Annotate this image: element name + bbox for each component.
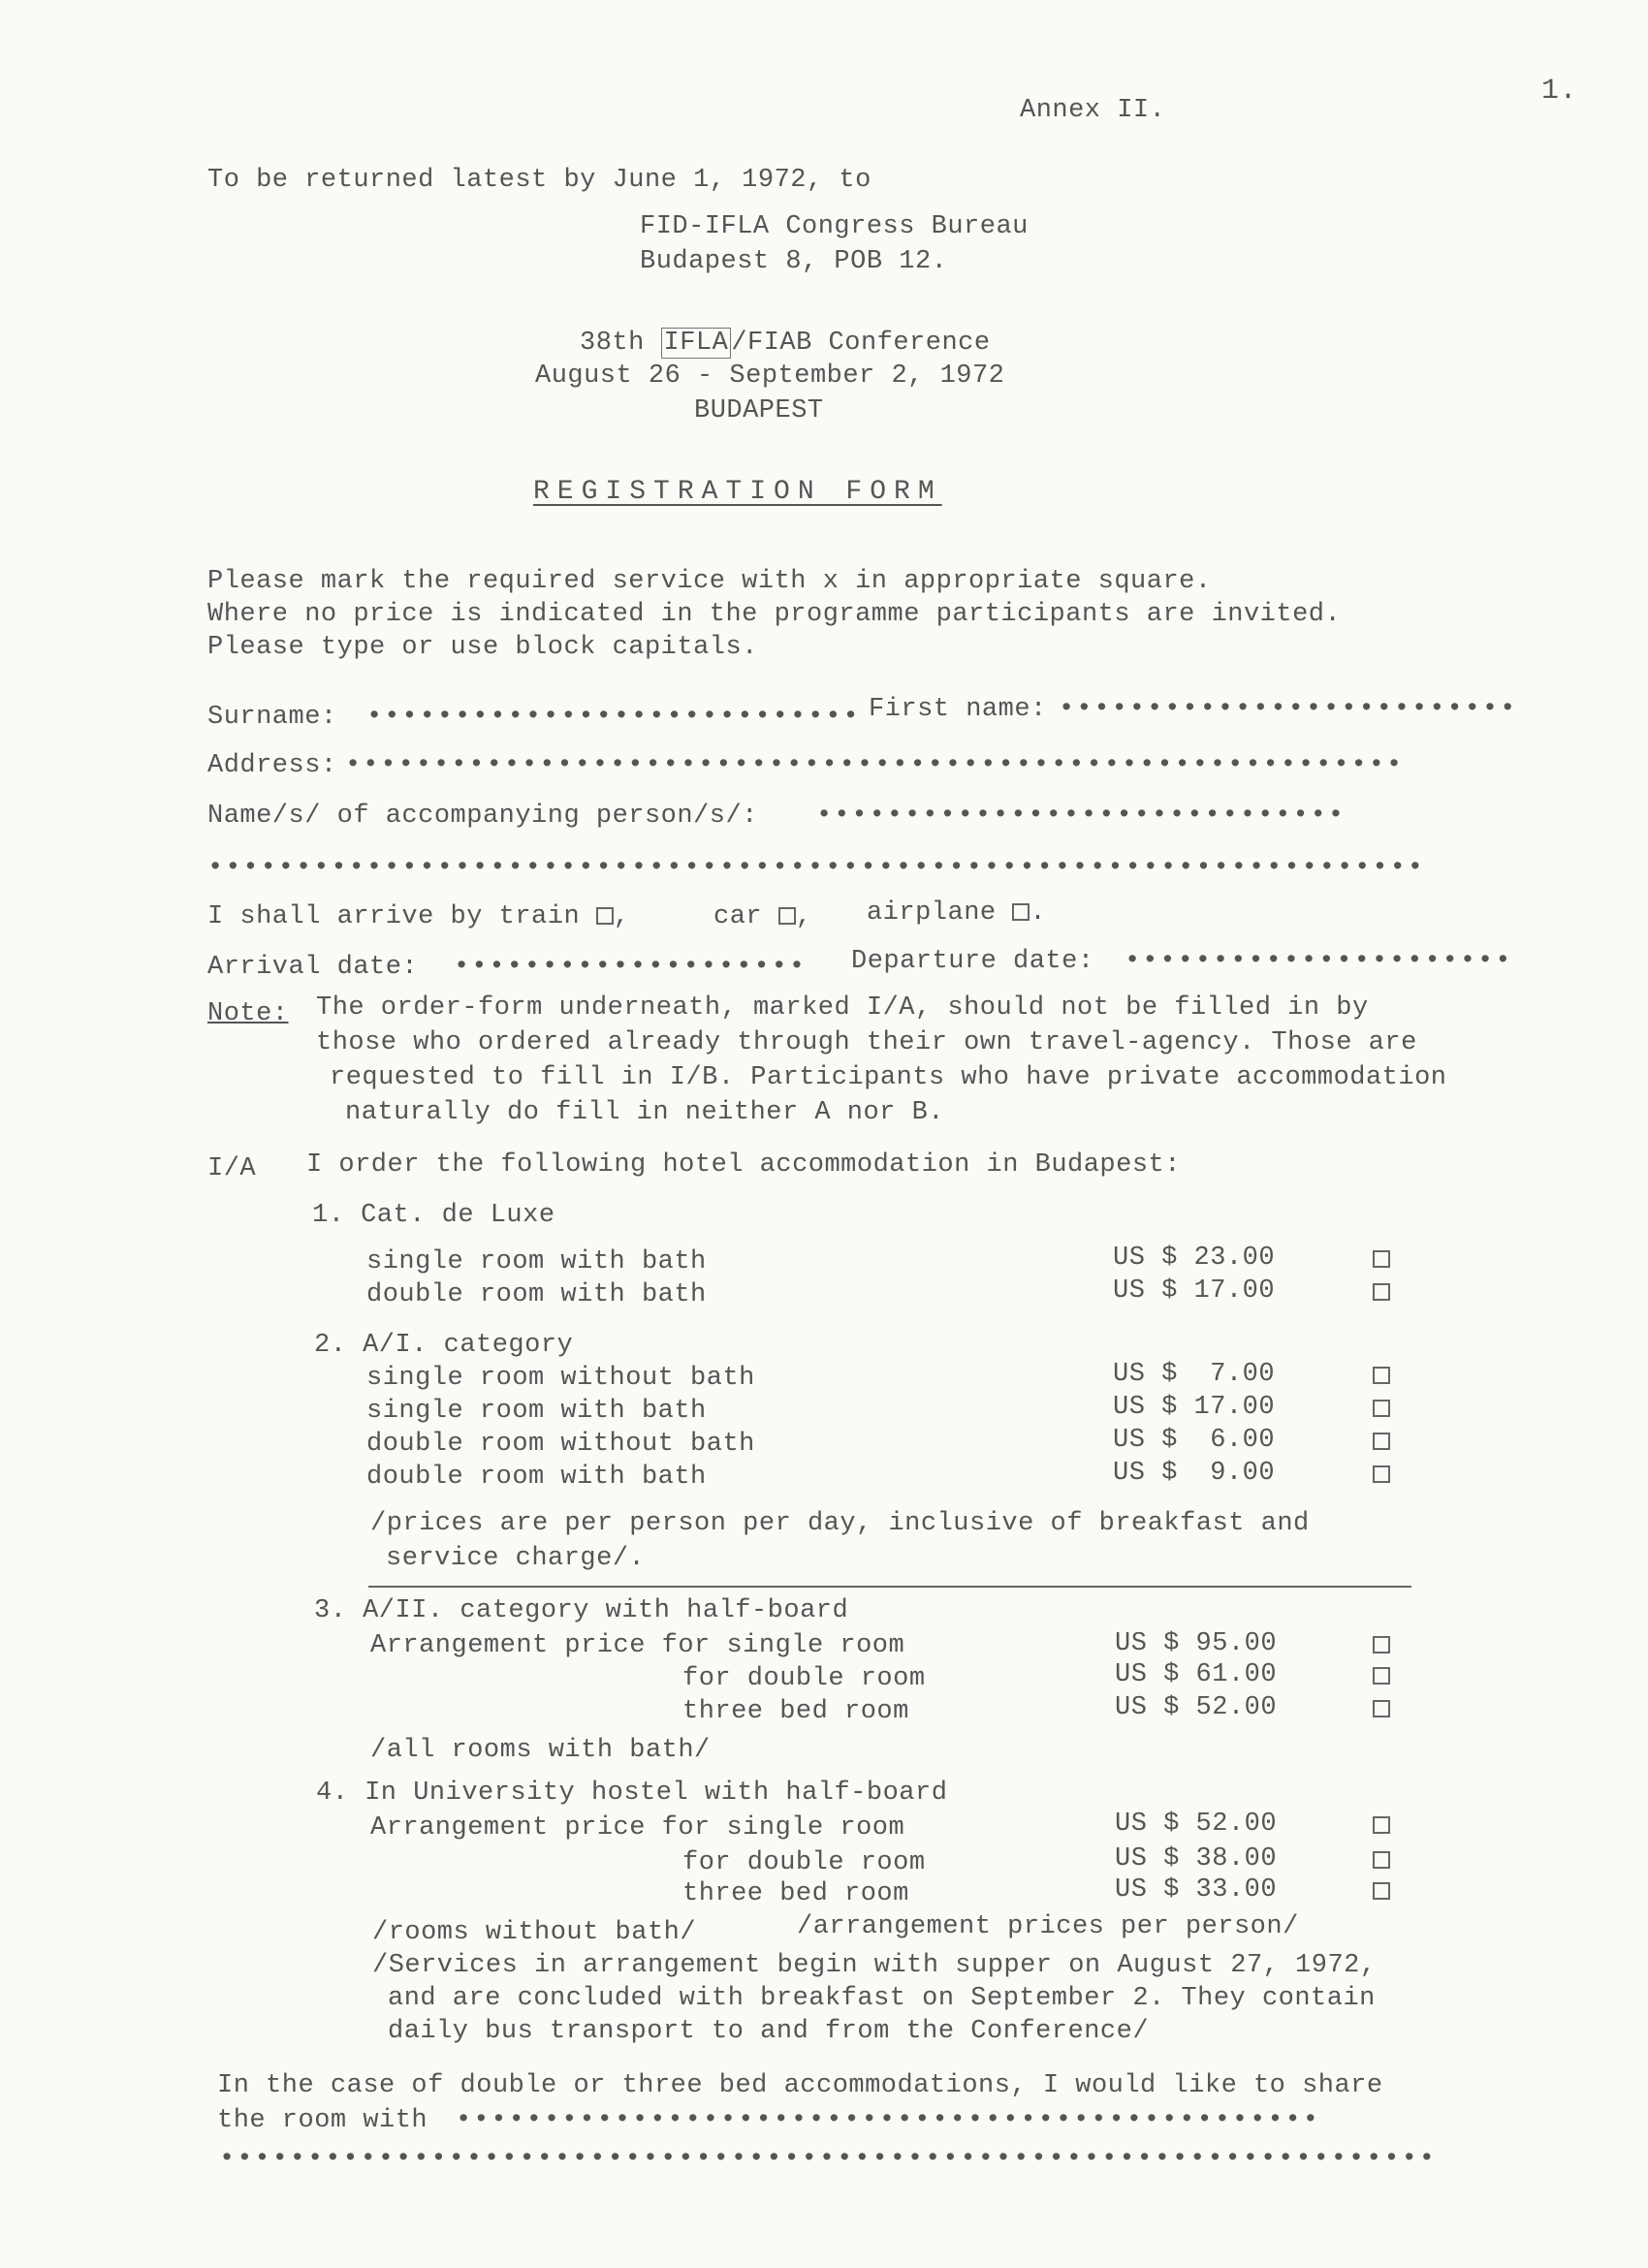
- category-note: /Services in arrangement begin with supper on August 27, 1972,: [372, 1951, 1377, 1980]
- form-title: REGISTRATION FORM: [533, 477, 942, 507]
- category-note: /all rooms with bath/: [370, 1736, 711, 1765]
- room-checkbox[interactable]: [1373, 1433, 1390, 1450]
- instruction-line: Please type or use block capitals.: [207, 633, 758, 662]
- annex-label: Annex II.: [1020, 96, 1166, 125]
- room-price: US $ 95.00: [1115, 1629, 1278, 1658]
- car-checkbox[interactable]: [778, 907, 796, 925]
- section-heading: I order the following hotel accommodation in Budapest:: [306, 1150, 1181, 1180]
- divider-line: [368, 1586, 1411, 1588]
- room-label: Arrangement price for single room: [370, 1813, 905, 1843]
- room-price: US $ 52.00: [1115, 1810, 1278, 1839]
- bureau-address: Budapest 8, POB 12.: [640, 247, 948, 276]
- conference-title: [580, 328, 991, 359]
- room-checkbox[interactable]: [1373, 1700, 1390, 1717]
- arrival-date-label: Arrival date:: [207, 953, 419, 982]
- room-price: US $ 33.00: [1115, 1875, 1278, 1905]
- room-price: US $ 23.00: [1113, 1244, 1276, 1273]
- room-checkbox[interactable]: [1373, 1283, 1390, 1301]
- note-line: those who ordered already through their own travel-agency. Those are: [316, 1028, 1417, 1057]
- first-name-label: First name:: [869, 695, 1047, 724]
- room-checkbox[interactable]: [1373, 1636, 1390, 1654]
- car-option: car ,: [713, 902, 812, 931]
- room-price: US $ 61.00: [1115, 1660, 1278, 1689]
- share-line: In the case of double or three bed accommodations, I would like to share: [217, 2071, 1383, 2100]
- room-checkbox[interactable]: [1373, 1367, 1390, 1384]
- conference-city: BUDAPEST: [694, 396, 824, 425]
- arrive-by: I shall arrive by train ,: [207, 902, 630, 931]
- room-label: double room without bath: [366, 1430, 755, 1459]
- surname-field[interactable]: ••••••••••••••••••••••••••••: [366, 703, 861, 732]
- room-checkbox[interactable]: [1373, 1667, 1390, 1685]
- address-label: Address:: [207, 751, 337, 780]
- category-title: 4. In University hostel with half-board: [316, 1779, 948, 1808]
- category-title: 1. Cat. de Luxe: [312, 1201, 555, 1230]
- conference-ifla-boxed: IFLA: [661, 328, 732, 359]
- first-name-field[interactable]: ••••••••••••••••••••••••••: [1059, 695, 1518, 724]
- room-price: US $ 52.00: [1115, 1693, 1278, 1722]
- room-price: US $ 7.00: [1113, 1360, 1276, 1389]
- room-label: for double room: [682, 1664, 926, 1693]
- car-label: car: [713, 902, 763, 931]
- note-line: requested to fill in I/B. Participants who have private accommodation: [330, 1063, 1447, 1092]
- surname-label: Surname:: [207, 703, 337, 732]
- room-label: for double room: [682, 1848, 926, 1877]
- room-price: US $ 17.00: [1113, 1276, 1276, 1306]
- conference-dates: August 26 - September 2, 1972: [535, 362, 1005, 391]
- page-number: 1.: [1541, 75, 1578, 108]
- instruction-line: Where no price is indicated in the programme participants are invited.: [207, 600, 1342, 629]
- return-instruction: To be returned latest by June 1, 1972, to: [207, 166, 872, 195]
- conference-suffix: /FIAB Conference: [731, 329, 991, 358]
- airplane-option: airplane .: [867, 898, 1047, 928]
- category-note: /arrangement prices per person/: [797, 1912, 1299, 1941]
- room-label: double room with bath: [366, 1463, 707, 1492]
- accompanying-field-continued[interactable]: •••••••••••••••••••••••••••••••••••••••••••••••••••••••••••••••••••••: [207, 854, 1425, 883]
- room-price: US $ 9.00: [1113, 1459, 1276, 1488]
- room-price: US $ 17.00: [1113, 1393, 1276, 1422]
- category-note: /rooms without bath/: [372, 1918, 697, 1947]
- room-checkbox[interactable]: [1373, 1851, 1390, 1869]
- departure-date-label: Departure date:: [851, 947, 1094, 976]
- room-label: single room with bath: [366, 1247, 707, 1276]
- room-label: single room with bath: [366, 1397, 707, 1426]
- arrival-date-field[interactable]: ••••••••••••••••••••: [454, 953, 808, 982]
- category-title: 3. A/II. category with half-board: [314, 1596, 849, 1625]
- note-line: naturally do fill in neither A nor B.: [345, 1098, 944, 1127]
- section-label: I/A: [207, 1154, 257, 1183]
- accompanying-label: Name/s/ of accompanying person/s/:: [207, 802, 758, 831]
- train-checkbox[interactable]: [596, 907, 614, 925]
- airplane-label: airplane: [867, 898, 997, 928]
- arrive-by-label: I shall arrive by train: [207, 902, 581, 931]
- category-note: daily bus transport to and from the Conference/: [388, 2017, 1150, 2046]
- share-room-field-continued[interactable]: •••••••••••••••••••••••••••••••••••••••••••••••••••••••••••••••••••••: [219, 2145, 1437, 2174]
- conference-prefix: 38th: [580, 329, 661, 358]
- room-label: single room without bath: [366, 1364, 755, 1393]
- address-field[interactable]: ••••••••••••••••••••••••••••••••••••••••••••••••••••••••••••: [345, 751, 1405, 780]
- category-note: and are concluded with breakfast on September 2. They contain: [388, 1984, 1376, 2013]
- room-label: double room with bath: [366, 1280, 707, 1309]
- room-label: Arrangement price for single room: [370, 1631, 905, 1660]
- room-checkbox[interactable]: [1373, 1400, 1390, 1417]
- category-title: 2. A/I. category: [314, 1331, 574, 1360]
- room-label: three bed room: [682, 1879, 909, 1908]
- category-note: /prices are per person per day, inclusive of breakfast and: [370, 1509, 1310, 1538]
- departure-date-field[interactable]: ••••••••••••••••••••••: [1125, 947, 1513, 976]
- room-checkbox[interactable]: [1373, 1465, 1390, 1483]
- share-room-label: the room with: [217, 2106, 428, 2135]
- instruction-line: Please mark the required service with x in appropriate square.: [207, 567, 1212, 596]
- bureau-name: FID-IFLA Congress Bureau: [640, 212, 1029, 241]
- note-line: The order-form underneath, marked I/A, should not be filled in by: [316, 993, 1369, 1023]
- accompanying-field[interactable]: ••••••••••••••••••••••••••••••: [816, 802, 1347, 831]
- note-label: Note:: [207, 999, 289, 1028]
- room-label: three bed room: [682, 1697, 909, 1726]
- room-checkbox[interactable]: [1373, 1882, 1390, 1900]
- room-checkbox[interactable]: [1373, 1816, 1390, 1834]
- airplane-checkbox[interactable]: [1012, 903, 1030, 921]
- room-checkbox[interactable]: [1373, 1250, 1390, 1268]
- room-price: US $ 38.00: [1115, 1844, 1278, 1874]
- category-note: service charge/.: [386, 1544, 646, 1573]
- share-room-field[interactable]: •••••••••••••••••••••••••••••••••••••••••••••••••: [456, 2106, 1320, 2135]
- room-price: US $ 6.00: [1113, 1426, 1276, 1455]
